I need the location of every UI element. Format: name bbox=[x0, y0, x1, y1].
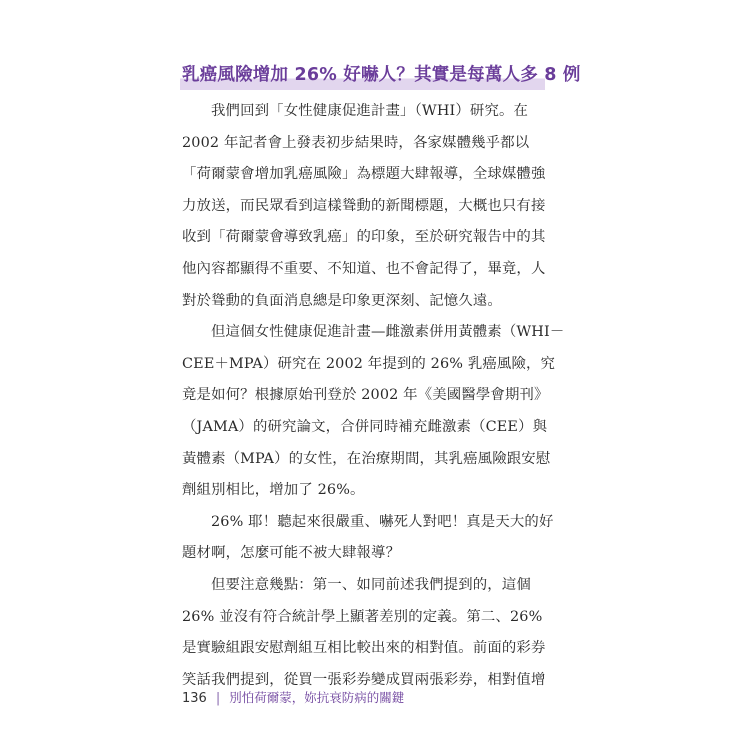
text-line: 力放送，而民眾看到這樣聳動的新聞標題，大概也只有接 bbox=[182, 197, 546, 214]
section-heading bbox=[180, 60, 581, 90]
text-line: 我們回到「女性健康促進計畫」（WHI）研究。在 bbox=[211, 103, 529, 119]
text-line: 2002 年記者會上發表初步結果時，各家媒體幾乎都以 bbox=[182, 134, 530, 151]
text-line: 黃體素（MPA）的女性，在治療期間，其乳癌風險跟安慰 bbox=[182, 450, 551, 467]
text-line: 是實驗組跟安慰劑組互相比較出來的相對值。前面的彩券 bbox=[182, 640, 546, 657]
text-line: 劑組別相比，增加了 26%。 bbox=[182, 482, 365, 499]
paragraph-1 bbox=[182, 96, 544, 317]
text-line: 「荷爾蒙會增加乳癌風險」為標題大肆報導，全球媒體強 bbox=[182, 166, 546, 183]
text-line: 收到「荷爾蒙會導致乳癌」的印象，至於研究報告中的其 bbox=[182, 229, 546, 246]
text-line: （JAMA）的研究論文，合併同時補充雌激素（CEE）與 bbox=[182, 418, 548, 435]
text-line: 但要注意幾點：第一、如同前述我們提到的，這個 bbox=[211, 576, 531, 593]
text-line: 竟是如何？根據原始刊登於 2002 年《美國醫學會期刊》 bbox=[182, 387, 549, 404]
body-text bbox=[182, 96, 565, 696]
footer-separator: | bbox=[215, 691, 221, 706]
text-line: 對於聳動的負面消息總是印象更深刻、記憶久遠。 bbox=[182, 292, 502, 309]
text-line: 但這個女性健康促進計畫—雌激素併用黃體素（WHI－ bbox=[211, 324, 565, 341]
paragraph-4 bbox=[182, 570, 544, 696]
paragraph-3 bbox=[182, 507, 554, 570]
text-line: CEE＋MPA）研究在 2002 年提到的 26% 乳癌風險，究 bbox=[182, 355, 556, 372]
text-line: 他內容都顯得不重要、不知道、也不會記得了，畢竟，人 bbox=[182, 260, 546, 277]
text-line: 26% 並沒有符合統計學上顯著差別的定義。第二、26% bbox=[182, 608, 543, 625]
text-line: 題材啊，怎麼可能不被大肆報導？ bbox=[182, 545, 401, 562]
running-title: 別怕荷爾蒙，妳抗衰防病的關鍵 bbox=[229, 690, 405, 705]
page-footer bbox=[182, 688, 404, 706]
paragraph-2 bbox=[182, 317, 565, 507]
text-line: 26% 耶！聽起來很嚴重、嚇死人對吧！真是天大的好 bbox=[211, 513, 554, 530]
page-number: 136 bbox=[182, 691, 207, 706]
text-line: 笑話我們提到，從買一張彩券變成買兩張彩券，相對值增 bbox=[182, 671, 546, 688]
section-heading-text: 乳癌風險增加 26% 好嚇人？其實是每萬人多 8 例 bbox=[182, 65, 581, 85]
